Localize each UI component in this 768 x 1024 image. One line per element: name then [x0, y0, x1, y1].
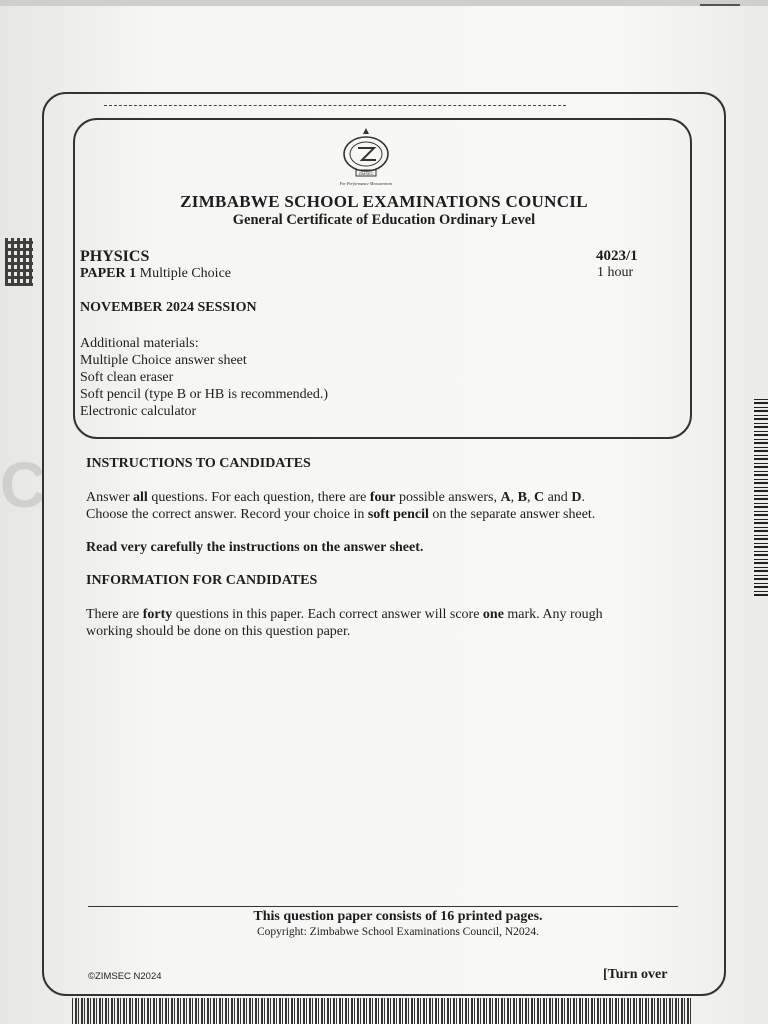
- paper-code: 4023/1: [596, 248, 638, 264]
- subject-title: PHYSICS: [80, 248, 150, 265]
- instructions-line-1: Answer all questions. For each question, there are four possible answers, A, B, C and D.: [86, 490, 585, 505]
- zimsec-logo-icon: [334, 124, 398, 188]
- instructions-line-2: Choose the correct answer. Record your choice in soft pencil on the separate answer sheet.: [86, 507, 596, 522]
- logo-motto: For Performance Measurement: [339, 181, 393, 186]
- exam-level: General Certificate of Education Ordinary Level: [232, 212, 536, 228]
- information-title: INFORMATION FOR CANDIDATES: [86, 573, 318, 588]
- scan-top-edge: [0, 0, 768, 6]
- bottom-barcode-icon: [72, 998, 692, 1024]
- paper-duration: 1 hour: [597, 265, 634, 280]
- page-count-note: This question paper consists of 16 printed pages.: [253, 909, 543, 924]
- bleed-through-text: C: [0, 449, 47, 521]
- footer-code: ©ZIMSEC N2024: [88, 971, 162, 982]
- turn-over-note: [Turn over: [603, 967, 668, 982]
- scan-mark: [700, 4, 740, 6]
- logo-text: ZIMSEC: [358, 171, 374, 176]
- paper-label: PAPER 1: [80, 266, 137, 281]
- information-line-2: working should be done on this question paper.: [86, 624, 351, 639]
- footer-rule: [88, 906, 678, 907]
- council-name: ZIMBABWE SCHOOL EXAMINATIONS COUNCIL: [180, 192, 588, 211]
- exam-session: NOVEMBER 2024 SESSION: [80, 300, 257, 315]
- additional-materials: [80, 335, 328, 420]
- instructions-note: Read very carefully the instructions on the answer sheet.: [86, 540, 424, 555]
- material-item: Electronic calculator: [80, 404, 197, 419]
- information-paragraph: [86, 606, 686, 640]
- instructions-paragraph: [86, 489, 686, 523]
- instructions-title: INSTRUCTIONS TO CANDIDATES: [86, 456, 311, 471]
- copyright-note: Copyright: Zimbabwe School Examinations Council, N2024.: [256, 926, 540, 938]
- material-item: Soft clean eraser: [80, 370, 174, 385]
- barcode-icon: [754, 396, 768, 596]
- paper-line: [80, 266, 231, 282]
- material-item: Soft pencil (type B or HB is recommended.): [80, 387, 329, 402]
- qr-code-icon: [5, 238, 33, 286]
- information-line-1: There are forty questions in this paper. Each correct answer will score one mark. Any rough: [86, 607, 603, 622]
- materials-heading: Additional materials:: [80, 336, 199, 351]
- paper-type: Multiple Choice: [139, 266, 232, 281]
- dashed-rule: [104, 105, 566, 106]
- material-item: Multiple Choice answer sheet: [80, 353, 247, 368]
